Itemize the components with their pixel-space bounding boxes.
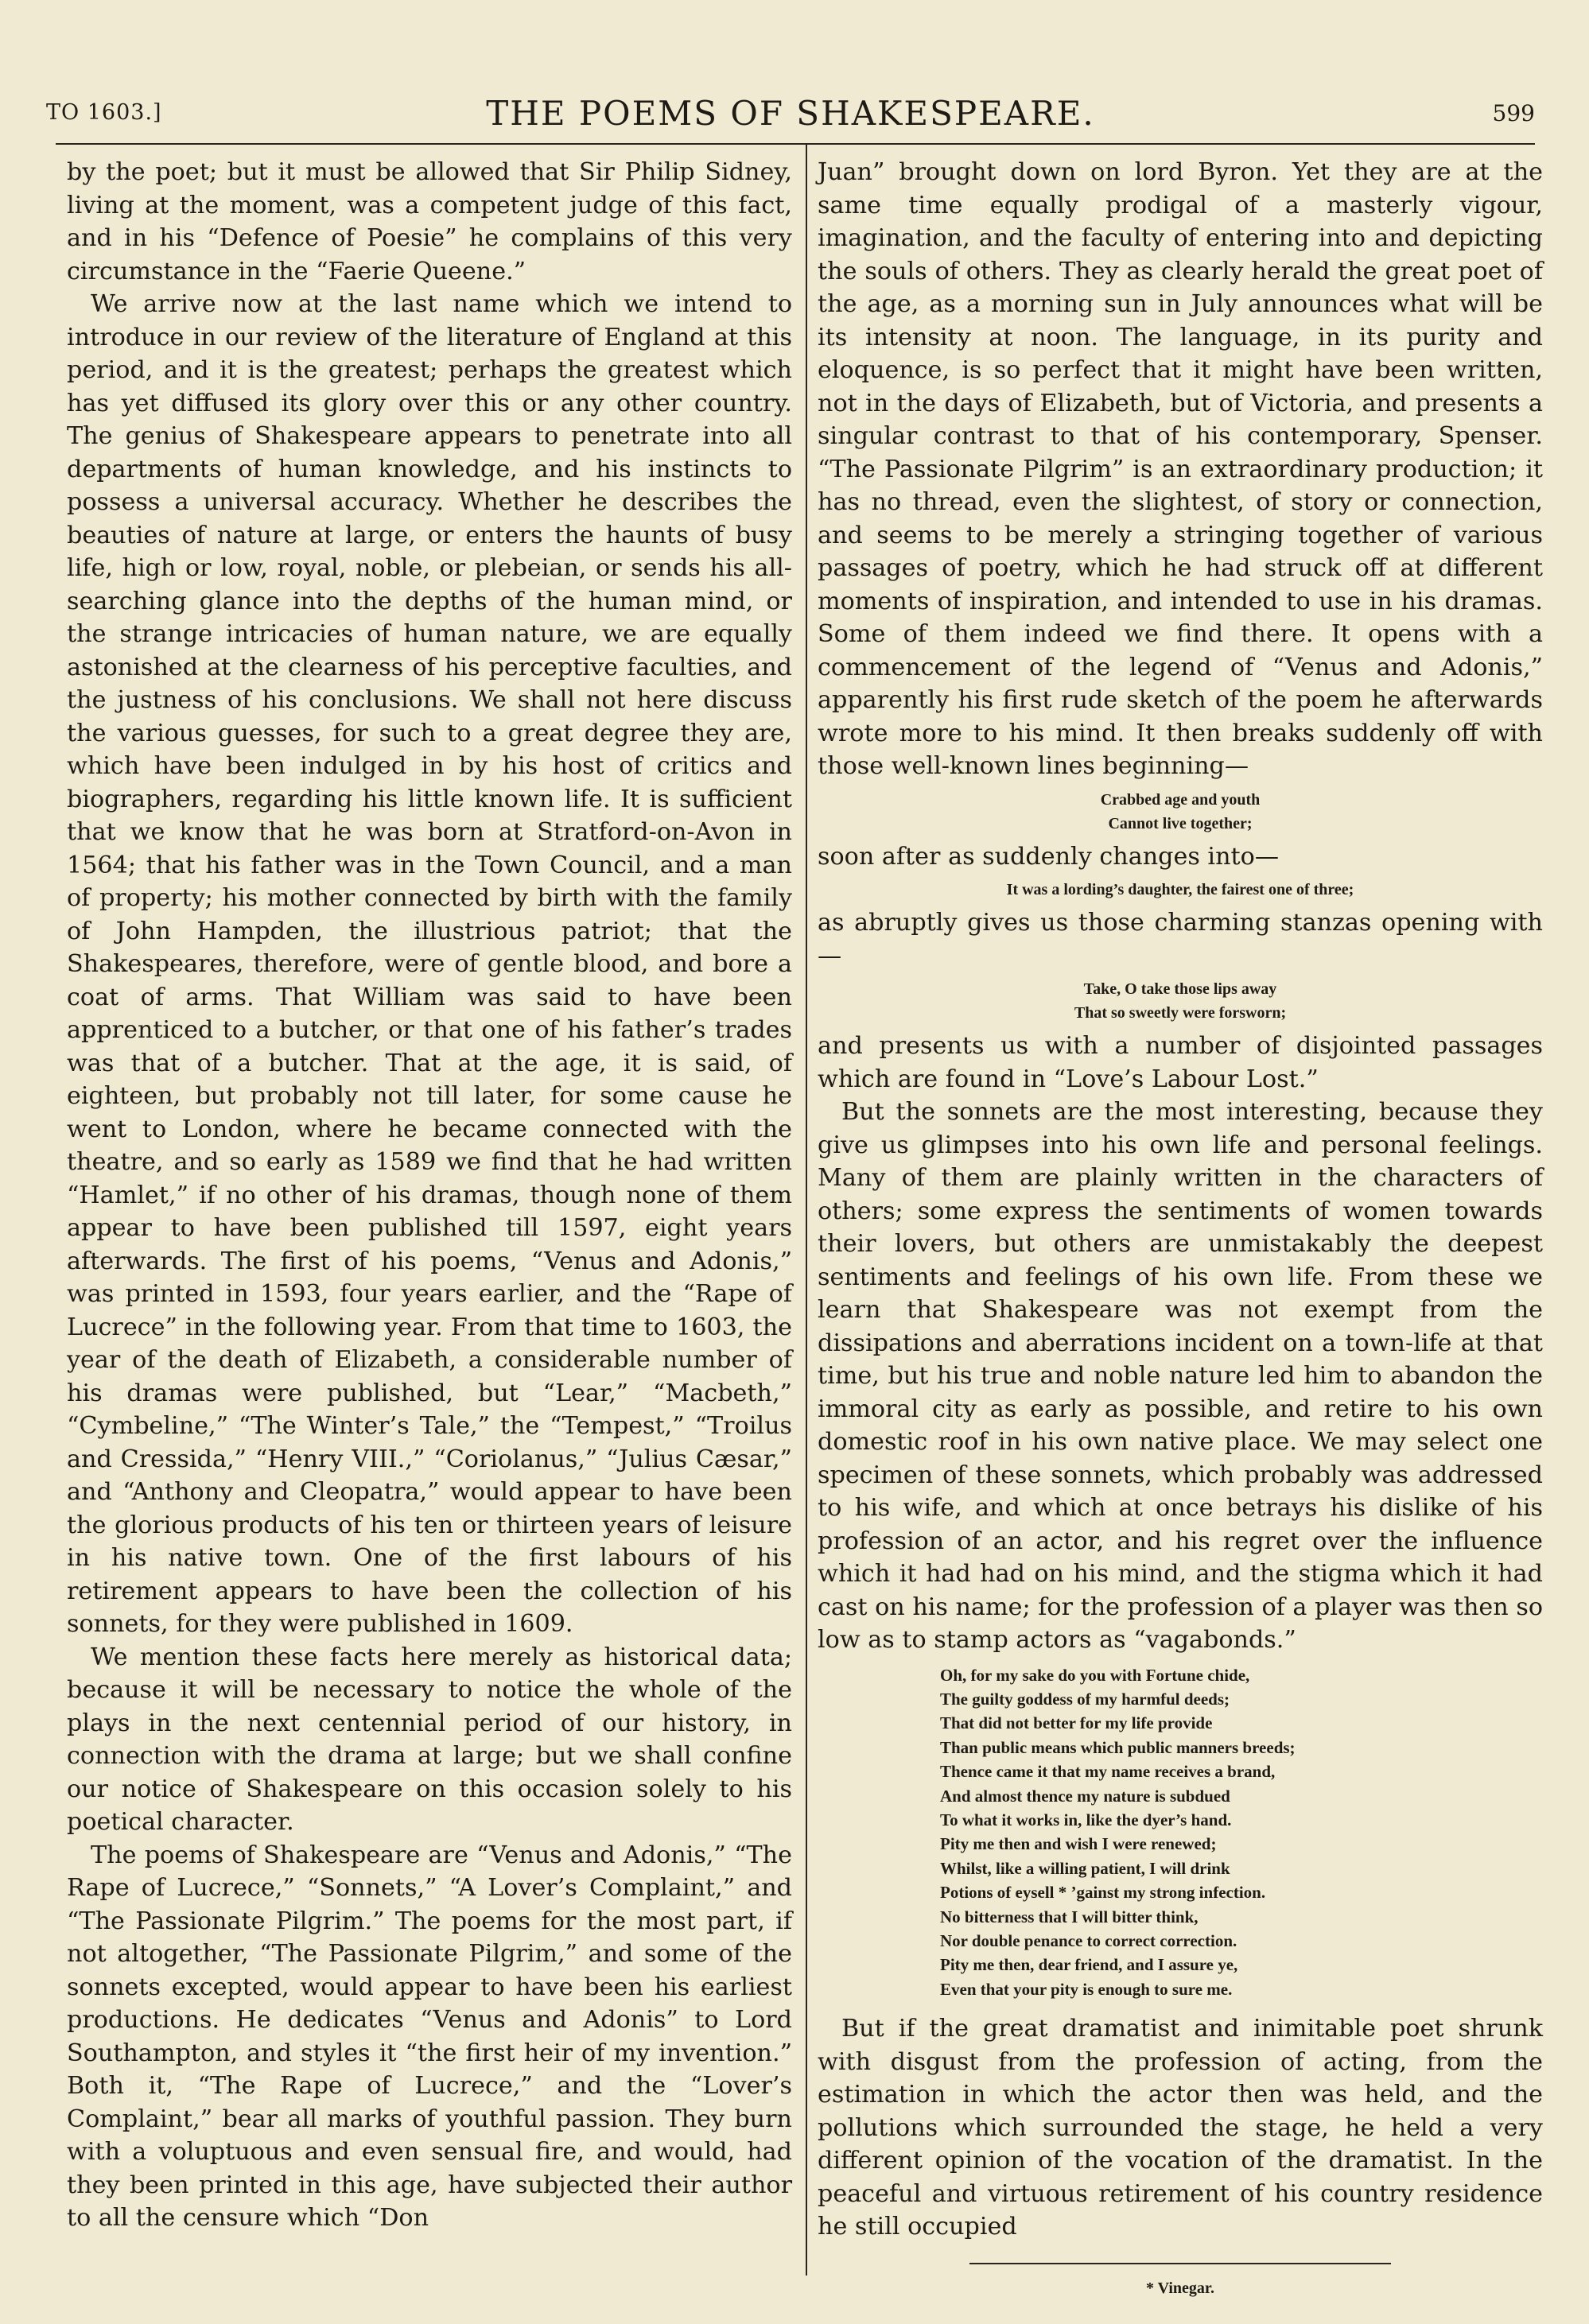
sonnet-line: To what it works in, like the dyer’s hand. bbox=[940, 1810, 1232, 1829]
verse-line: It was a lording’s daughter, the fairest one of three; bbox=[1006, 881, 1354, 898]
sonnet-line: The guilty goddess of my harmful deeds; bbox=[940, 1689, 1230, 1709]
left-column bbox=[67, 156, 792, 2235]
column-divider bbox=[806, 145, 807, 2276]
paragraph: soon after as suddenly changes into— bbox=[818, 842, 1280, 871]
page-number: 599 bbox=[1492, 100, 1535, 126]
sonnet-line: Nor double penance to correct correction. bbox=[940, 1930, 1237, 1950]
paragraph: as abruptly gives us those charming stanzas opening with— bbox=[818, 909, 1543, 970]
verse-quote bbox=[818, 788, 1543, 836]
verse-line: Crabbed age and youth bbox=[1100, 790, 1261, 809]
sonnet-quote bbox=[818, 1663, 1543, 2002]
sonnet-line: Pity me then, dear friend, and I assure ye, bbox=[940, 1955, 1238, 1975]
right-column bbox=[818, 156, 1543, 2305]
paragraph: We arrive now at the last name which we intend to introduce in our review of the literature of England at this period, and it is the greatest; perhaps the greatest which has yet diffused its glory over this or any other country. The genius of Shakespeare appears to penetrate into all departments of human knowledge, and his instincts to possess a universal accuracy. Whether he describes the beauties of nature at large, or enters the haunts of busy life, high or low, royal, noble, or plebeian, or sends his all-searching glance into the depths of the human mind, or the strange intricacies of human nature, we are equally astonished at the clearness of his perceptive faculties, and the justness of his conclusions. We shall not here discuss the various guesses, for such to a great degree they are, which have been indulged in by his host of critics and biographers, regarding his little known life. It is sufficient that we know that he was born at Stratford-on-Avon in 1564; that his father was in the Town Council, and a man of property; his mother connected by birth with the family of John Hampden, the illustrious patriot; that the Shakespeares, therefore, were of gentle blood, and bore a coat of arms. That William was said to have been apprenticed to a butcher, or that one of his father’s trades was that of a butcher. That at the age, it is said, of eighteen, but probably not till later, for some cause he went to London, where he became connected with the theatre, and so early as 1589 we find that he had written “Hamlet,” if no other of his dramas, though none of them appear to have been published till 1597, eight years afterwards. The first of his poems, “Venus and Adonis,” was printed in 1593, four years earlier, and the “Rape of Lucrece” in the following year. From that time to 1603, the year of the death of Elizabeth, a considerable number of his dramas were published, but “Lear,” “Macbeth,” “Cymbeline,” “The Winter’s Tale,” the “Tempest,” “Troilus and Cressida,” “Henry VIII.,” “Coriolanus,” “Julius Cæsar,” and “Anthony and Cleopatra,” would appear to have been the glorious products of his ten or thirteen years of leisure in his native town. One of the first labours of his retirement appears to have been the collection of his sonnets, for they were published in 1609. bbox=[67, 290, 792, 1638]
footnote-rule bbox=[969, 2263, 1391, 2264]
verse-quote bbox=[818, 878, 1543, 902]
page-title: THE POEMS OF SHAKESPEARE. bbox=[486, 94, 1095, 133]
verse-line: Cannot live together; bbox=[1108, 814, 1253, 832]
sonnet-line: Oh, for my sake do you with Fortune chide, bbox=[940, 1665, 1250, 1685]
verse-quote bbox=[818, 977, 1543, 1025]
paragraph: Juan” brought down on lord Byron. Yet they are at the same time equally prodigal of a masterly vigour, imagination, and the faculty of entering into and depicting the souls of others. They as clearly herald the great poet of the age, as a morning sun in July announces what will be its intensity at noon. The language, in its purity and eloquence, is so perfect that it might have been written, not in the days of Elizabeth, but of Victoria, and presents a singular contrast to that of his contemporary, Spenser. “The Passionate Pilgrim” is an extraordinary production; it has no thread, even the slightest, of story or connection, and seems to be merely a stringing together of various passages of poetry, which he had struck off at different moments of inspiration, and intended to use in his dramas. Some of them indeed we find there. It opens with a commencement of the legend of “Venus and Adonis,” apparently his first rude sketch of the poem he afterwards wrote more to his mind. It then breaks suddenly off with those well-known lines beginning— bbox=[818, 158, 1543, 780]
paragraph: But if the great dramatist and inimitable poet shrunk with disgust from the profession of acting, from the estimation in which the actor then was held, and the pollutions which surrounded the stage, he held a very different opinion of the vocation of the dramatist. In the peaceful and virtuous retirement of his country residence he still occupied bbox=[818, 2015, 1543, 2241]
sonnet-line: Thence came it that my name receives a brand, bbox=[940, 1762, 1276, 1782]
paragraph: and presents us with a number of disjointed passages which are found in “Love’s Labour Lost.” bbox=[818, 1032, 1543, 1093]
sonnet-line: Potions of eysell * ’gainst my strong infection. bbox=[940, 1883, 1266, 1903]
sonnet-line: Than public means which public manners breeds; bbox=[940, 1737, 1296, 1757]
sonnet-line: Pity me then and wish I were renewed; bbox=[940, 1834, 1217, 1854]
sonnet-line: Whilst, like a willing patient, I will drink bbox=[940, 1858, 1230, 1878]
header-date-range: TO 1603.] bbox=[46, 100, 162, 125]
sonnet-line: And almost thence my nature is subdued bbox=[940, 1786, 1230, 1806]
header-rule bbox=[56, 143, 1535, 145]
paragraph: The poems of Shakespeare are “Venus and Adonis,” “The Rape of Lucrece,” “Sonnets,” “A Lover’s Complaint,” and “The Passionate Pilgrim.” The poems for the most part, if not altogether, “The Passionate Pilgrim,” and some of the sonnets excepted, would appear to have been his earliest productions. He dedicates “Venus and Adonis” to Lord Southampton, and styles it “the first heir of my invention.” Both it, “The Rape of Lucrece,” and the “Lover’s Complaint,” bear all marks of youthful passion. They burn with a voluptuous and even sensual fire, and would, had they been printed in this age, have subjected their author to all the censure which “Don bbox=[67, 1841, 792, 2232]
verse-line: That so sweetly were forsworn; bbox=[1074, 1004, 1287, 1022]
paragraph: We mention these facts here merely as historical data; because it will be necessary to notice the whole of the plays in the next centennial period of our history, in connection with the drama at large; but we shall confine our notice of Shakespeare on this occasion solely to his poetical character. bbox=[67, 1643, 792, 1836]
paragraph: But the sonnets are the most interesting, because they give us glimpses into his own life and personal feelings. Many of them are plainly written in the characters of others; some express the sentiments of women towards their lovers, but others are unmistakably the deepest sentiments and feelings of his own life. From these we learn that Shakespeare was not exempt from the dissipations and aberrations incident on a town-life at that time, but his true and noble nature led him to abandon the immoral city as early as possible, and retire to his own domestic roof in his own native place. We may select one specimen of these sonnets, which probably was addressed to his wife, and which at once betrays his dislike of his profession of an actor, and his regret over the influence which it had had on his mind, and the stigma which it had cast on his name; for the profession of a player was then so low as to stamp actors as “vagabonds.” bbox=[818, 1098, 1543, 1654]
sonnet-line: Even that your pity is enough to sure me. bbox=[940, 1979, 1233, 1999]
footnote: * Vinegar. bbox=[1146, 2279, 1214, 2297]
page-header bbox=[46, 94, 1535, 135]
paragraph: by the poet; but it must be allowed that Sir Philip Sidney, living at the moment, was a competent judge of this fact, and in his “Defence of Poesie” he complains of this very circumstance in the “Faerie Queene.” bbox=[67, 158, 792, 285]
verse-line: Take, O take those lips away bbox=[1083, 980, 1277, 998]
sonnet-line: That did not better for my life provide bbox=[940, 1713, 1213, 1733]
sonnet-line: No bitterness that I will bitter think, bbox=[940, 1907, 1199, 1926]
